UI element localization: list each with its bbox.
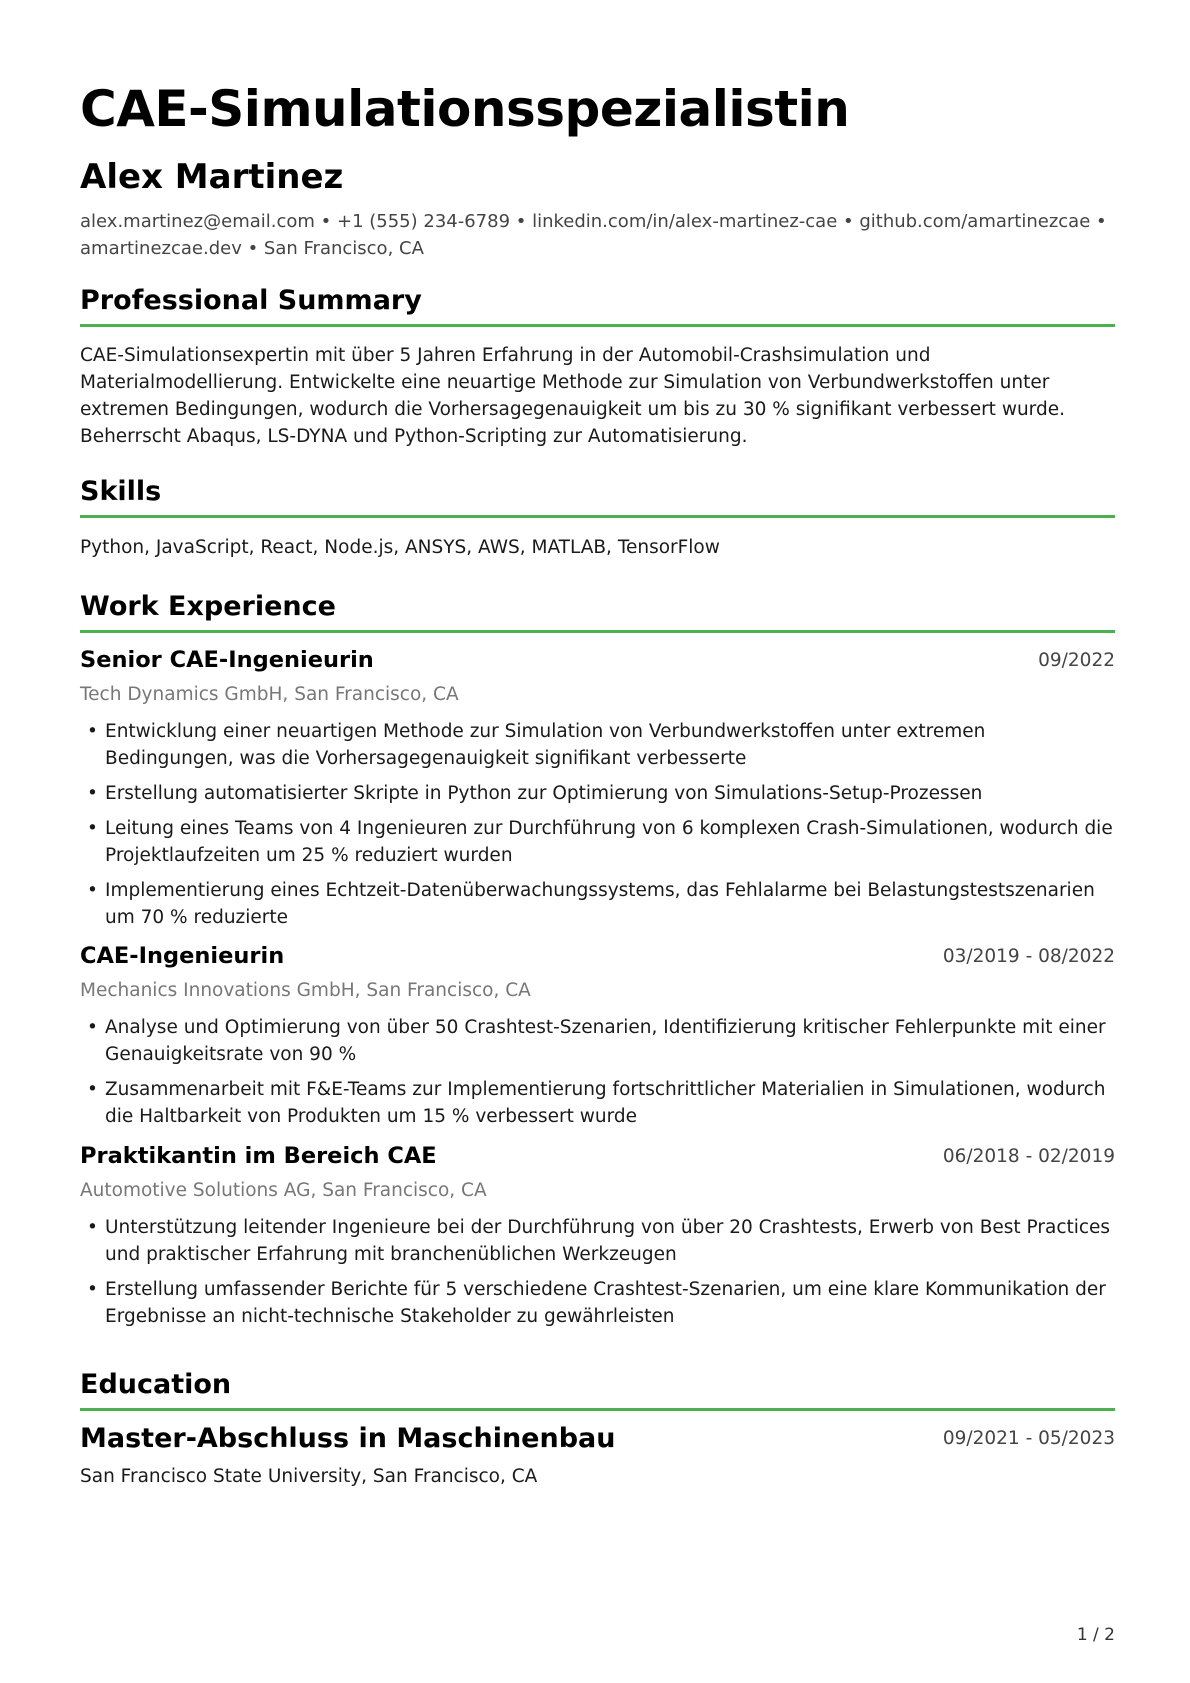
- job-entry-date: 06/2018 - 02/2019: [942, 1146, 1115, 1167]
- job-entry-bullets: [80, 718, 1115, 931]
- job-entry-bullets: [80, 1214, 1115, 1330]
- bullet-item: • Implementierung eines Echtzeit-Datenüberwachungssystems, das Fehlalarme bei Belastungstestszenarien um 70 % reduzierte: [80, 877, 1115, 931]
- bullet-item: • Entwicklung einer neuartigen Methode zur Simulation von Verbundwerkstoffen unter extremen Bedingungen, was die Vorhersagegenauigkeit signifikant verbesserte: [80, 718, 1115, 772]
- education-school: San Francisco State University, San Francisco, CA: [80, 1466, 538, 1487]
- bullet-item: • Unterstützung leitender Ingenieure bei der Durchführung von über 20 Crashtests, Erwerb von Best Practices und praktischer Erfahrung mit branchenüblichen Werkzeugen: [80, 1214, 1115, 1268]
- section-heading-skills: Skills: [80, 475, 1115, 518]
- page-number: 1 / 2: [1076, 1625, 1115, 1645]
- education-degree: Master-Abschluss in Maschinenbau: [80, 1423, 616, 1454]
- job-entry-title: Senior CAE-Ingenieurin: [80, 647, 374, 673]
- bullet-item: • Zusammenarbeit mit F&E-Teams zur Implementierung fortschrittlicher Materialien in Simulationen, wodurch die Haltbarkeit von Produkten um 15 % verbessert wurde: [80, 1076, 1115, 1130]
- candidate-name: Alex Martinez: [80, 157, 344, 197]
- education-date: 09/2021 - 05/2023: [942, 1428, 1115, 1449]
- job-entry-title: CAE-Ingenieurin: [80, 943, 285, 969]
- summary-text: CAE-Simulationsexpertin mit über 5 Jahren Erfahrung in der Automobil-Crashsimulation und Materialmodellierung. Entwickelte eine neuartige Methode zur Simulation von Verbundwerkstoffen unter extremen Bedingungen, wodurch die Vorhersagegenauigkeit um bis zu 30 % signifikant verbessert wurde. Beherrscht Abaqus, LS-DYNA und Python-Scripting zur Automatisierung.: [80, 345, 1065, 447]
- bullet-item: • Erstellung umfassender Berichte für 5 verschiedene Crashtest-Szenarien, um eine klare Kommunikation der Ergebnisse an nicht-technische Stakeholder zu gewährleisten: [80, 1276, 1115, 1330]
- section-heading-summary: Professional Summary: [80, 284, 1115, 327]
- skills-text: Python, JavaScript, React, Node.js, ANSYS, AWS, MATLAB, TensorFlow: [80, 537, 720, 558]
- section-heading-education: Education: [80, 1368, 1115, 1411]
- bullet-item: • Analyse und Optimierung von über 50 Crashtest-Szenarien, Identifizierung kritischer Fehlerpunkte mit einer Genauigkeitsrate von 90 %: [80, 1014, 1115, 1068]
- job-entry-company: Mechanics Innovations GmbH, San Francisco, CA: [80, 980, 531, 1001]
- job-entry-date: 09/2022: [1038, 650, 1115, 671]
- job-entry-date: 03/2019 - 08/2022: [942, 946, 1115, 967]
- section-heading-experience: Work Experience: [80, 590, 1115, 633]
- bullet-item: • Leitung eines Teams von 4 Ingenieuren zur Durchführung von 6 komplexen Crash-Simulationen, wodurch die Projektlaufzeiten um 25 % reduziert wurden: [80, 815, 1115, 869]
- job-entry-bullets: [80, 1014, 1115, 1130]
- job-entry-company: Tech Dynamics GmbH, San Francisco, CA: [80, 684, 459, 705]
- job-entry-company: Automotive Solutions AG, San Francisco, CA: [80, 1180, 487, 1201]
- contact-line: alex.martinez@email.com • +1 (555) 234-6789 • linkedin.com/in/alex-martinez-cae • github.com/amartinezcae • amartinezcae.dev • San Francisco, CA: [80, 211, 1107, 259]
- job-entry-title: Praktikantin im Bereich CAE: [80, 1143, 437, 1169]
- job-title-heading: CAE-Simulationsspezialistin: [80, 80, 850, 138]
- bullet-item: • Erstellung automatisierter Skripte in Python zur Optimierung von Simulations-Setup-Prozessen: [80, 780, 1115, 807]
